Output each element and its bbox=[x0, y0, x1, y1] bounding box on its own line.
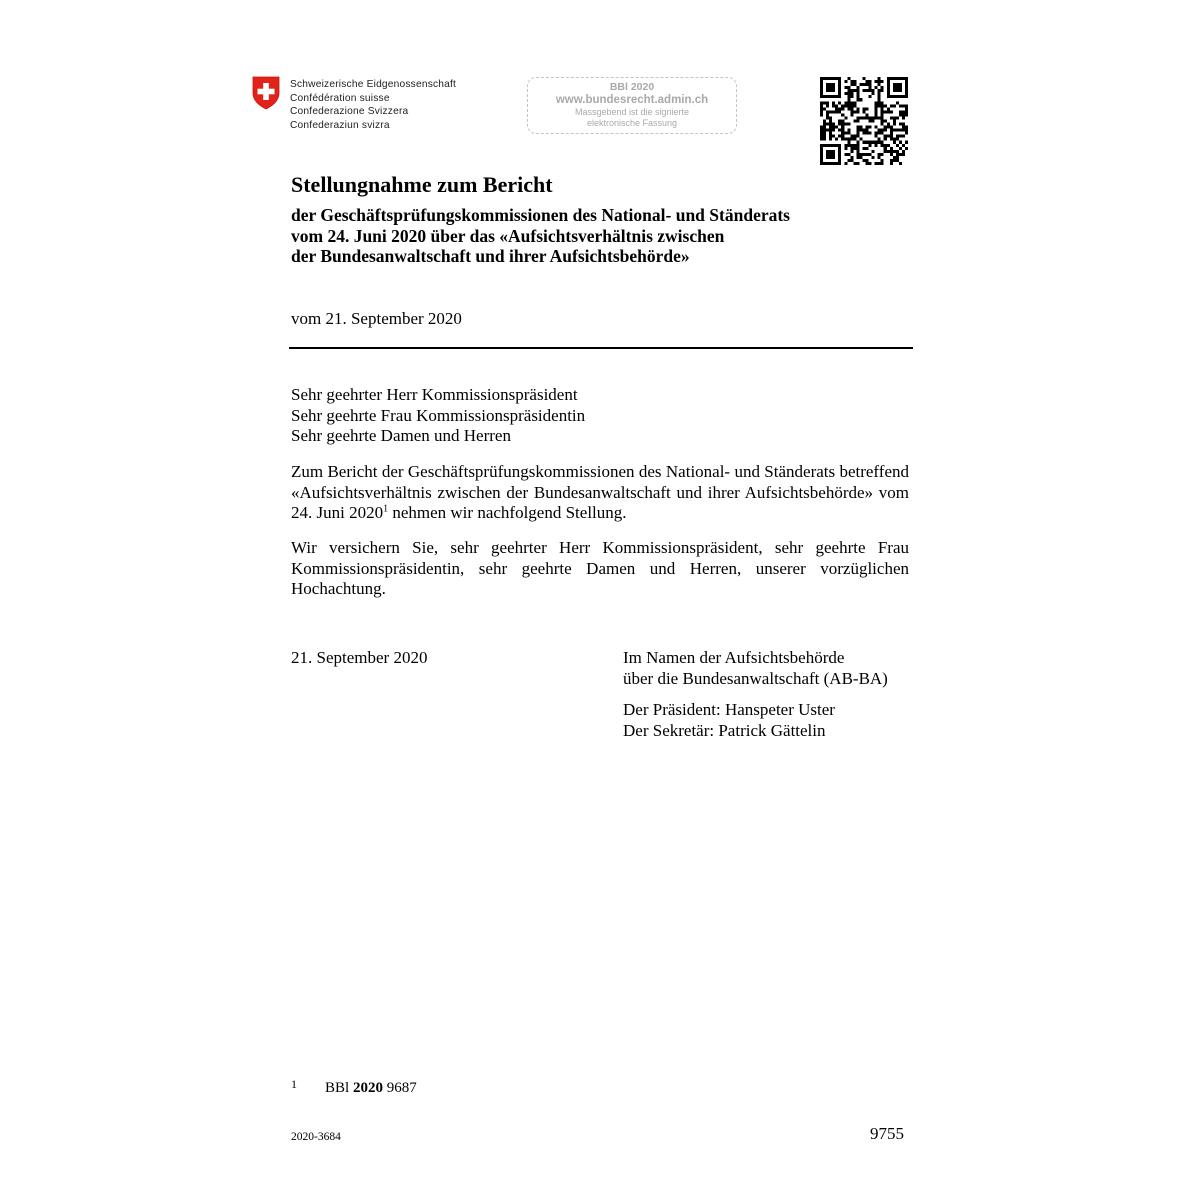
secretary-name: Der Sekretär: Patrick Gättelin bbox=[623, 720, 826, 740]
subtitle-line: vom 24. Juni 2020 über das «Aufsichtsverhältnis zwischen bbox=[291, 225, 725, 246]
authority-line: über die Bundesanwaltschaft (AB-BA) bbox=[623, 668, 888, 688]
document-subtitle bbox=[291, 205, 911, 267]
federation-line-rm: Confederaziun svizra bbox=[290, 119, 390, 131]
signatories bbox=[623, 700, 835, 741]
subtitle-line: der Geschäftsprüfungskommissionen des National- und Ständerats bbox=[291, 205, 790, 225]
footnote-reference[interactable]: 1 bbox=[383, 503, 389, 515]
federation-name bbox=[290, 78, 456, 132]
footnote-page: 9687 bbox=[382, 1080, 417, 1096]
body-paragraph-1 bbox=[291, 462, 909, 524]
signature-date: 21. September 2020 bbox=[291, 648, 428, 667]
salutation-line: Sehr geehrter Herr Kommissionspräsident bbox=[291, 385, 578, 404]
stamp-line-2: www.bundesrecht.admin.ch bbox=[555, 94, 709, 106]
footnote-number: 1 bbox=[291, 1077, 297, 1091]
federation-line-it: Confederazione Svizzera bbox=[290, 106, 409, 118]
footnote-year: 2020 bbox=[352, 1080, 383, 1096]
footnote-prefix: BBl bbox=[325, 1080, 353, 1096]
president-name: Der Präsident: Hanspeter Uster bbox=[623, 700, 835, 719]
qr-code-icon bbox=[820, 77, 908, 165]
salutation-block bbox=[291, 385, 585, 447]
page-number: 9755 bbox=[870, 1124, 904, 1143]
stamp-line-3: Massgebend ist die signierte bbox=[574, 107, 690, 117]
salutation-line: Sehr geehrte Damen und Herren bbox=[291, 426, 511, 445]
subtitle-line: der Bundesanwaltschaft und ihrer Aufsichtsbehörde» bbox=[291, 246, 690, 266]
paragraph-1-text: Zum Bericht der Geschäftsprüfungskommissionen des National- und Ständerats betreffend «Aufsichtsverhältnis zwischen der Bundesanwaltschaft und ihrer Aufsichtsbehörde» vom 24. Juni 2020 bbox=[291, 462, 909, 522]
stamp-line-4: elektronische Fassung bbox=[586, 118, 678, 128]
official-stamp bbox=[527, 77, 737, 134]
document-number: 2020-3684 bbox=[291, 1131, 341, 1143]
authority-line: Im Namen der Aufsichtsbehörde bbox=[623, 648, 845, 667]
federation-line-fr: Confédération suisse bbox=[290, 92, 390, 104]
horizontal-divider bbox=[289, 347, 913, 349]
salutation-line: Sehr geehrte Frau Kommissionspräsidentin bbox=[291, 405, 586, 425]
body-paragraph-2: Wir versichern Sie, sehr geehrter Herr Kommissionspräsident, sehr geehrte Frau Kommissionspräsidentin, sehr geehrte Damen und Herren, unserer vorzüglichen Hochachtung. bbox=[291, 538, 909, 598]
signature-authority bbox=[623, 648, 888, 689]
document-date: vom 21. September 2020 bbox=[291, 309, 462, 328]
federation-line-de: Schweizerische Eidgenossenschaft bbox=[290, 79, 457, 90]
stamp-line-1: BBl 2020 bbox=[609, 81, 655, 93]
paragraph-1-text-end: nehmen wir nachfolgend Stellung. bbox=[388, 503, 627, 522]
swiss-cross-icon bbox=[252, 76, 280, 110]
document-title: Stellungnahme zum Bericht bbox=[291, 172, 553, 197]
footnote-text bbox=[325, 1079, 417, 1097]
